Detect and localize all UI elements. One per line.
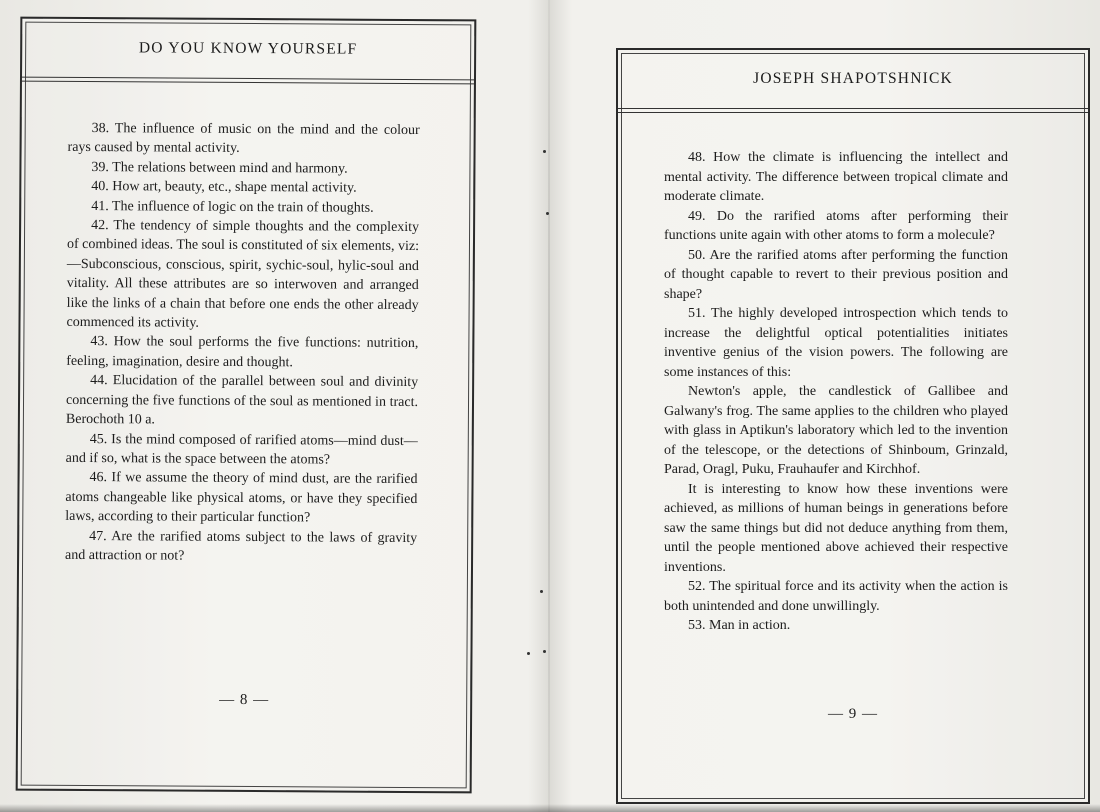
paragraph-53: 53. Man in action.	[688, 618, 791, 633]
scan-speck	[543, 150, 546, 153]
paragraph-40: 40. How art, beauty, etc., shape mental activity.	[91, 179, 357, 196]
book-gutter	[548, 0, 550, 812]
left-page-body	[65, 119, 420, 567]
right-page-number: — 9 —	[828, 706, 878, 722]
paragraph-42: 42. The tendency of simple thoughts and the complexity of combined ideas. The soul is constituted of six elements, viz:—Subconscious, conscious, spirit, sychic-soul, hylic-soul and vitality. All these attributes are so interwoven and arranged like the links of a chain that before one ends the other already commenced its activity.	[66, 218, 420, 331]
paragraph-44: 44. Elucidation of the parallel between soul and divinity concerning the five functions of the soul as mentioned in tract. Berochoth 10 a.	[65, 373, 419, 428]
paragraph-51-commentary: It is interesting to know how these inventions were achieved, as millions of human beings in generations before saw the same things but did not deduce anything from them, until the people mentioned above achieved their respective inventions.	[664, 481, 1008, 575]
paragraph-41: 41. The influence of logic on the train of thoughts.	[91, 198, 374, 216]
paragraph-52: 52. The spiritual force and its activity when the action is both unintended and done unwillingly.	[664, 579, 1008, 614]
paragraph-51-examples: Newton's apple, the candlestick of Gallibee and Galwany's frog. The same applies to the children who played with glass in Aptikun's laboratory which led to the invention of the telescope, or the detections of Shinboum, Grinzald, Parad, Oragl, Puku, Frauhaufer and Kirchhof.	[664, 384, 1008, 477]
left-page-header: DO YOU KNOW YOURSELF	[22, 19, 474, 81]
paragraph-39: 39. The relations between mind and harmony.	[91, 159, 348, 177]
paragraph-45: 45. Is the mind composed of rarified atoms—mind dust—and if so, what is the space between the atoms?	[65, 431, 418, 468]
left-page-number: — 8 —	[219, 691, 270, 709]
scan-bottom-shadow	[0, 804, 1100, 812]
paragraph-46: 46. If we assume the theory of mind dust, are the rarified atoms changeable like physical atoms, or have they specified laws, according to their particular function?	[65, 470, 418, 526]
paragraph-51: 51. The highly developed introspection which tends to increase the delightful optical potentialities initiates inventive genius of the vision powers. The following are some instances of this:	[664, 306, 1008, 380]
left-page	[16, 17, 477, 794]
left-header-rule	[22, 81, 474, 85]
paragraph-48: 48. How the climate is influencing the intellect and mental activity. The difference between tropical climate and moderate climate.	[664, 150, 1008, 204]
scan-speck	[543, 650, 546, 653]
right-page-body	[664, 148, 1008, 636]
scan-speck	[527, 652, 530, 655]
paragraph-43: 43. How the soul performs the five functions: nutrition, feeling, imagination, desire and thought.	[66, 334, 419, 371]
right-page	[616, 48, 1090, 804]
right-page-header: JOSEPH SHAPOTSHNICK	[618, 50, 1088, 109]
paragraph-49: 49. Do the rarified atoms after performing their functions unite again with other atoms to form a molecule?	[664, 208, 1008, 243]
paragraph-50: 50. Are the rarified atoms after performing the function of thought capable to revert to their previous position and shape?	[664, 247, 1008, 302]
paragraph-47: 47. Are the rarified atoms subject to the laws of gravity and attraction or not?	[65, 528, 418, 564]
scan-speck	[546, 212, 549, 215]
paragraph-38: 38. The influence of music on the mind and the colour rays caused by mental activity.	[67, 121, 420, 157]
right-header-rule	[618, 112, 1088, 113]
scan-speck	[540, 590, 543, 593]
